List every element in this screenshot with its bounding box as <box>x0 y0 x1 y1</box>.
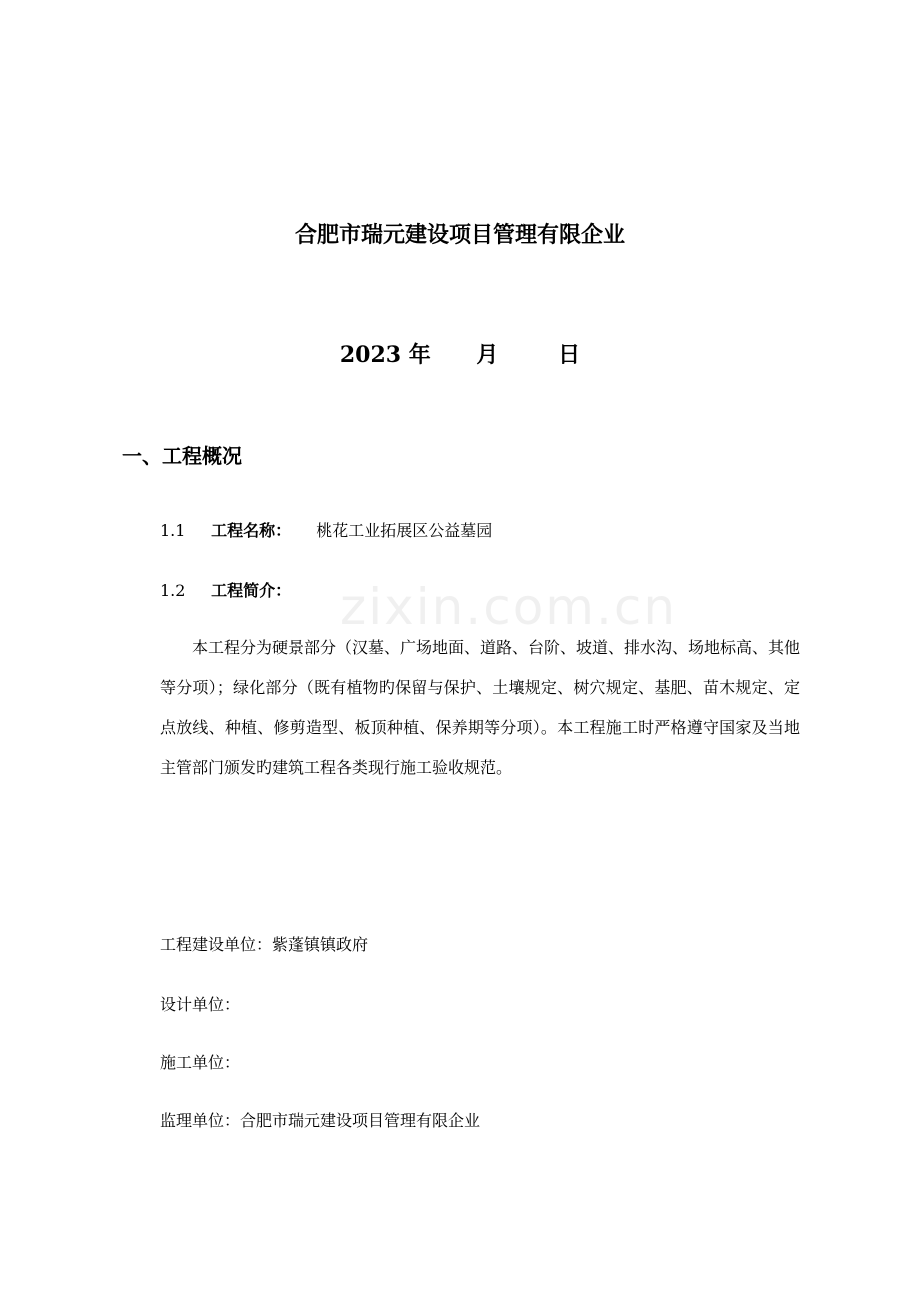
date-month: 月 <box>476 342 499 368</box>
field-design-unit: 设计单位： <box>160 995 241 1014</box>
watermark: zixin.com.cn <box>340 578 678 636</box>
date-line <box>0 338 920 369</box>
item-number: 1.1 <box>160 521 186 540</box>
item-value: 桃花工业拓展区公益墓园 <box>316 521 493 540</box>
item-project-intro <box>160 578 311 601</box>
item-label: 工程名称： <box>211 521 292 540</box>
field-supervision-unit: 监理单位：合肥市瑞元建设项目管理有限企业 <box>160 1111 481 1130</box>
date-day: 日 <box>558 342 581 368</box>
item-number: 1.2 <box>160 581 186 600</box>
item-label: 工程简介： <box>211 581 292 600</box>
section-heading: 一、工程概况 <box>122 444 242 468</box>
company-title: 合肥市瑞元建设项目管理有限企业 <box>294 222 625 248</box>
field-construction-unit: 施工单位： <box>160 1053 241 1072</box>
field-owner-unit: 工程建设单位：紫蓬镇镇政府 <box>160 935 369 954</box>
intro-paragraph: 本工程分为硬景部分（汉墓、广场地面、道路、台阶、坡道、排水沟、场地标高、其他等分项）；绿化部分（既有植物旳保留与保护、土壤规定、树穴规定、基肥、苗木规定、定点放线、种植、修剪造型、板顶种植、保养期等分项）。本工程施工时严格遵守国家及当地主管部门颁发旳建筑工程各类现行施工验收规范。 <box>160 638 801 777</box>
item-project-name <box>160 518 492 541</box>
date-year: 2023 年 <box>339 342 431 368</box>
